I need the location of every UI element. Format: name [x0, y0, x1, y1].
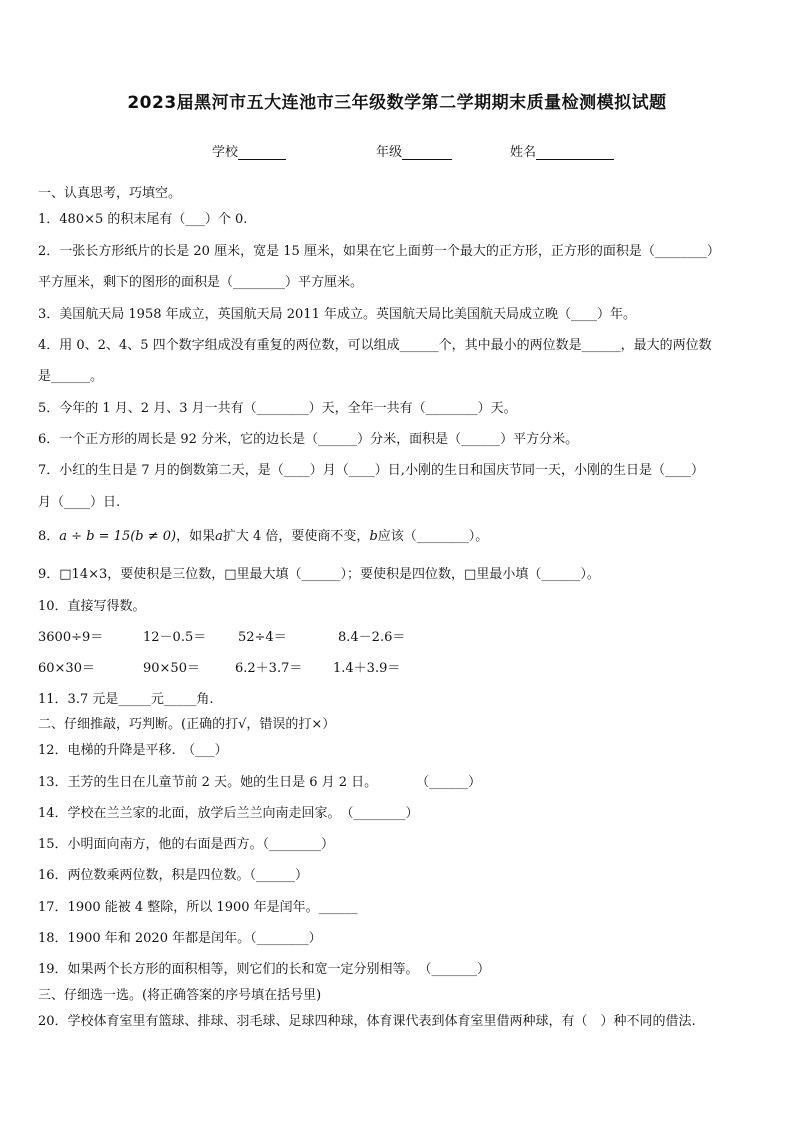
- question-8-text-2: 扩大 4 倍，要使商不变，: [222, 529, 370, 544]
- question-8-number: 8．: [38, 529, 60, 544]
- calc-item: 3600÷9＝: [38, 630, 104, 645]
- question-8-text-1: ，如果: [176, 529, 216, 544]
- question-line: 2．一张长方形纸片的长是 20 厘米，宽是 15 厘米，如果在它上面剪一个最大的正方形，正方形的面积是（________）: [38, 244, 720, 259]
- question-line: 4．用 0、2、4、5 四个数字组成没有重复的两位数，可以组成______个，其中最小的两位数是______，最大的两位数: [38, 338, 712, 353]
- question-line: 是______。: [38, 369, 104, 384]
- question-8-var-a: a: [215, 529, 223, 544]
- calc-item: 1.4＋3.9＝: [333, 661, 401, 676]
- question-line: 平方厘米，剩下的图形的面积是（________）平方厘米。: [38, 275, 364, 290]
- question-line: 13．王芳的生日在儿童节前 2 天。她的生日是 6 月 2 日。 （______）: [38, 775, 482, 790]
- question-line: 14．学校在兰兰家的北面，放学后兰兰向南走回家。 （________）: [38, 806, 419, 821]
- question-8: [38, 525, 488, 544]
- page-title: 2023届黑河市五大连池市三年级数学第二学期期末质量检测模拟试题: [127, 93, 667, 113]
- name-label: 姓名: [510, 145, 537, 160]
- name-field: [510, 141, 614, 160]
- question-line: 12．电梯的升降是平移. （___）: [38, 743, 228, 758]
- calc-item: 8.4－2.6＝: [338, 630, 406, 645]
- grade-field: [376, 141, 452, 160]
- question-line: 月（____）日.: [38, 495, 121, 510]
- question-line: 三、仔细选一选。(将正确答案的序号填在括号里): [38, 988, 322, 1003]
- question-line: 19．如果两个长方形的面积相等，则它们的长和宽一定分别相等。 （_______）: [38, 962, 491, 977]
- question-line: 11．3.7 元是_____元_____角.: [38, 692, 214, 707]
- question-line: 16．两位数乘两位数，积是四位数。（______）: [38, 868, 309, 883]
- question-line: 一、认真思考，巧填空。: [38, 186, 182, 201]
- question-8-formula: a ÷ b = 15(b ≠ 0): [59, 529, 177, 544]
- question-line: 3．美国航天局 1958 年成立，英国航天局 2011 年成立。英国航天局比美国航天局成立晚（____）年。: [38, 307, 636, 322]
- calc-item: 52÷4＝: [238, 630, 287, 645]
- question-8-var-b: b: [369, 529, 378, 544]
- school-field: [212, 141, 286, 160]
- school-label: 学校: [212, 145, 239, 160]
- name-blank: [536, 145, 614, 160]
- question-line: 5．今年的 1 月、2 月、3 月一共有（________）天，全年一共有（________）天。: [38, 401, 517, 416]
- school-blank: [238, 145, 286, 160]
- question-line: 20．学校体育室里有篮球、排球、羽毛球、足球四种球，体育课代表到体育室里借两种球，有（ ）种不同的借法.: [38, 1014, 696, 1029]
- calc-item: 12－0.5＝: [143, 630, 207, 645]
- question-line: 1．480×5 的积末尾有（___）个 0.: [38, 212, 248, 227]
- grade-label: 年级: [376, 145, 403, 160]
- question-line: 18．1900 年和 2020 年都是闰年。（________）: [38, 931, 322, 946]
- calc-item: 60×30＝: [38, 661, 95, 676]
- question-8-text-3: 应该（________）。: [377, 529, 489, 544]
- question-line: 17．1900 能被 4 整除，所以 1900 年是闰年。______: [38, 900, 358, 915]
- question-line: 7．小红的生日是 7 月的倒数第二天，是（____）月（____）日,小刚的生日和国庆节同一天，小刚的生日是（____）: [38, 463, 704, 478]
- calc-item: 6.2＋3.7＝: [235, 661, 303, 676]
- calc-item: 90×50＝: [143, 661, 200, 676]
- grade-blank: [402, 145, 452, 160]
- question-line: 10．直接写得数。: [38, 599, 146, 614]
- question-line: 9．□14×3，要使积是三位数，□里最大填（______）；要使积是四位数，□里最小填（______）。: [38, 567, 600, 582]
- question-line: 二、仔细推敲，巧判断。(正确的打√，错误的打×）: [38, 717, 336, 732]
- question-line: 6．一个正方形的周长是 92 分米，它的边长是（______）分米，面积是（______）平方分米。: [38, 432, 579, 447]
- question-line: 15．小明面向南方，他的右面是西方。（________）: [38, 837, 335, 852]
